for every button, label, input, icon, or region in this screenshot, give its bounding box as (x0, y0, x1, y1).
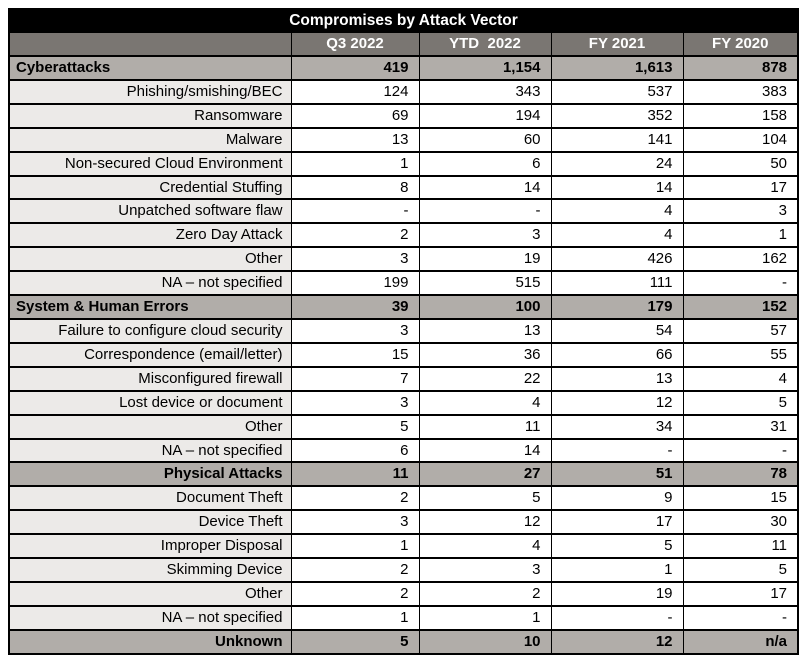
report-table-sheet (8, 8, 799, 655)
row-label: Other (9, 415, 291, 439)
value-cell: 878 (683, 56, 798, 80)
value-cell: 2 (291, 582, 419, 606)
value-cell: 383 (683, 80, 798, 104)
table-row (9, 247, 798, 271)
value-cell: - (291, 199, 419, 223)
table-row (9, 104, 798, 128)
value-cell: 3 (291, 247, 419, 271)
value-cell: 162 (683, 247, 798, 271)
value-cell: 5 (683, 391, 798, 415)
value-cell: 141 (551, 128, 683, 152)
value-cell: 13 (551, 367, 683, 391)
value-cell: - (551, 439, 683, 463)
value-cell: - (419, 199, 551, 223)
value-cell: 100 (419, 295, 551, 319)
value-cell: 4 (683, 367, 798, 391)
table-row (9, 558, 798, 582)
row-label: Misconfigured firewall (9, 367, 291, 391)
column-header-row (9, 32, 798, 56)
value-cell: 158 (683, 104, 798, 128)
table-title-row (9, 9, 798, 32)
value-cell: 6 (419, 152, 551, 176)
value-cell: 36 (419, 343, 551, 367)
value-cell: 5 (291, 630, 419, 654)
value-cell: 3 (683, 199, 798, 223)
table-row (9, 486, 798, 510)
row-label: Unpatched software flaw (9, 199, 291, 223)
section-label: Physical Attacks (9, 462, 291, 486)
value-cell: 5 (419, 486, 551, 510)
value-cell: 30 (683, 510, 798, 534)
value-cell: 17 (683, 582, 798, 606)
table-row (9, 343, 798, 367)
row-label: Correspondence (email/letter) (9, 343, 291, 367)
value-cell: 1 (291, 606, 419, 630)
value-cell: 5 (551, 534, 683, 558)
value-cell: 152 (683, 295, 798, 319)
section-row (9, 630, 798, 654)
value-cell: 12 (551, 630, 683, 654)
value-cell: 34 (551, 415, 683, 439)
value-cell: 8 (291, 176, 419, 200)
column-header: YTD 2022 (419, 32, 551, 56)
value-cell: 14 (419, 439, 551, 463)
value-cell: 13 (419, 319, 551, 343)
value-cell: 3 (291, 319, 419, 343)
row-label: Other (9, 247, 291, 271)
value-cell: 24 (551, 152, 683, 176)
column-header: Q3 2022 (291, 32, 419, 56)
value-cell: 111 (551, 271, 683, 295)
value-cell: 27 (419, 462, 551, 486)
table-row (9, 199, 798, 223)
value-cell: 5 (683, 558, 798, 582)
table-row (9, 582, 798, 606)
table-row (9, 367, 798, 391)
value-cell: 3 (291, 510, 419, 534)
value-cell: 3 (419, 223, 551, 247)
value-cell: 419 (291, 56, 419, 80)
value-cell: 9 (551, 486, 683, 510)
value-cell: 1 (551, 558, 683, 582)
table-row (9, 391, 798, 415)
row-label: Phishing/smishing/BEC (9, 80, 291, 104)
value-cell: 15 (291, 343, 419, 367)
table-row (9, 319, 798, 343)
section-label: Unknown (9, 630, 291, 654)
row-label: Failure to configure cloud security (9, 319, 291, 343)
corner-cell (9, 32, 291, 56)
table-row (9, 606, 798, 630)
section-row (9, 462, 798, 486)
value-cell: 2 (291, 486, 419, 510)
value-cell: 10 (419, 630, 551, 654)
value-cell: 55 (683, 343, 798, 367)
value-cell: 1 (291, 534, 419, 558)
value-cell: 194 (419, 104, 551, 128)
value-cell: 15 (683, 486, 798, 510)
value-cell: 537 (551, 80, 683, 104)
table-row (9, 415, 798, 439)
row-label: Ransomware (9, 104, 291, 128)
value-cell: 1,613 (551, 56, 683, 80)
table-row (9, 534, 798, 558)
row-label: Lost device or document (9, 391, 291, 415)
section-row (9, 295, 798, 319)
column-header: FY 2020 (683, 32, 798, 56)
value-cell: 60 (419, 128, 551, 152)
value-cell: 78 (683, 462, 798, 486)
value-cell: 1 (419, 606, 551, 630)
value-cell: 12 (419, 510, 551, 534)
value-cell: 1,154 (419, 56, 551, 80)
value-cell: 6 (291, 439, 419, 463)
row-label: Other (9, 582, 291, 606)
row-label: Skimming Device (9, 558, 291, 582)
value-cell: 199 (291, 271, 419, 295)
table-row (9, 271, 798, 295)
value-cell: - (683, 606, 798, 630)
row-label: Malware (9, 128, 291, 152)
table-title: Compromises by Attack Vector (9, 9, 798, 32)
value-cell: 14 (419, 176, 551, 200)
value-cell: 17 (683, 176, 798, 200)
value-cell: 51 (551, 462, 683, 486)
section-label: Cyberattacks (9, 56, 291, 80)
section-row (9, 56, 798, 80)
value-cell: 22 (419, 367, 551, 391)
section-label: System & Human Errors (9, 295, 291, 319)
value-cell: 7 (291, 367, 419, 391)
table-body (9, 56, 798, 654)
value-cell: - (683, 271, 798, 295)
value-cell: - (551, 606, 683, 630)
value-cell: 11 (419, 415, 551, 439)
value-cell: 426 (551, 247, 683, 271)
value-cell: 104 (683, 128, 798, 152)
value-cell: 3 (419, 558, 551, 582)
row-label: Improper Disposal (9, 534, 291, 558)
value-cell: 50 (683, 152, 798, 176)
value-cell: 3 (291, 391, 419, 415)
value-cell: 1 (291, 152, 419, 176)
value-cell: n/a (683, 630, 798, 654)
value-cell: 11 (291, 462, 419, 486)
table-row (9, 176, 798, 200)
value-cell: 2 (291, 558, 419, 582)
value-cell: 13 (291, 128, 419, 152)
table-row (9, 510, 798, 534)
table-row (9, 152, 798, 176)
value-cell: 5 (291, 415, 419, 439)
value-cell: 179 (551, 295, 683, 319)
value-cell: 17 (551, 510, 683, 534)
row-label: Non-secured Cloud Environment (9, 152, 291, 176)
value-cell: 124 (291, 80, 419, 104)
value-cell: 2 (291, 223, 419, 247)
value-cell: 69 (291, 104, 419, 128)
value-cell: 12 (551, 391, 683, 415)
row-label: NA – not specified (9, 271, 291, 295)
row-label: Zero Day Attack (9, 223, 291, 247)
value-cell: 19 (419, 247, 551, 271)
value-cell: 343 (419, 80, 551, 104)
row-label: Document Theft (9, 486, 291, 510)
table-row (9, 439, 798, 463)
value-cell: - (683, 439, 798, 463)
value-cell: 31 (683, 415, 798, 439)
value-cell: 515 (419, 271, 551, 295)
value-cell: 19 (551, 582, 683, 606)
row-label: NA – not specified (9, 606, 291, 630)
value-cell: 352 (551, 104, 683, 128)
row-label: Credential Stuffing (9, 176, 291, 200)
value-cell: 4 (551, 199, 683, 223)
value-cell: 14 (551, 176, 683, 200)
value-cell: 39 (291, 295, 419, 319)
value-cell: 2 (419, 582, 551, 606)
table-row (9, 128, 798, 152)
value-cell: 54 (551, 319, 683, 343)
value-cell: 57 (683, 319, 798, 343)
value-cell: 4 (419, 534, 551, 558)
value-cell: 66 (551, 343, 683, 367)
value-cell: 1 (683, 223, 798, 247)
row-label: Device Theft (9, 510, 291, 534)
column-header: FY 2021 (551, 32, 683, 56)
value-cell: 4 (419, 391, 551, 415)
compromises-by-attack-vector-table (8, 8, 799, 655)
table-row (9, 223, 798, 247)
value-cell: 11 (683, 534, 798, 558)
row-label: NA – not specified (9, 439, 291, 463)
value-cell: 4 (551, 223, 683, 247)
table-row (9, 80, 798, 104)
